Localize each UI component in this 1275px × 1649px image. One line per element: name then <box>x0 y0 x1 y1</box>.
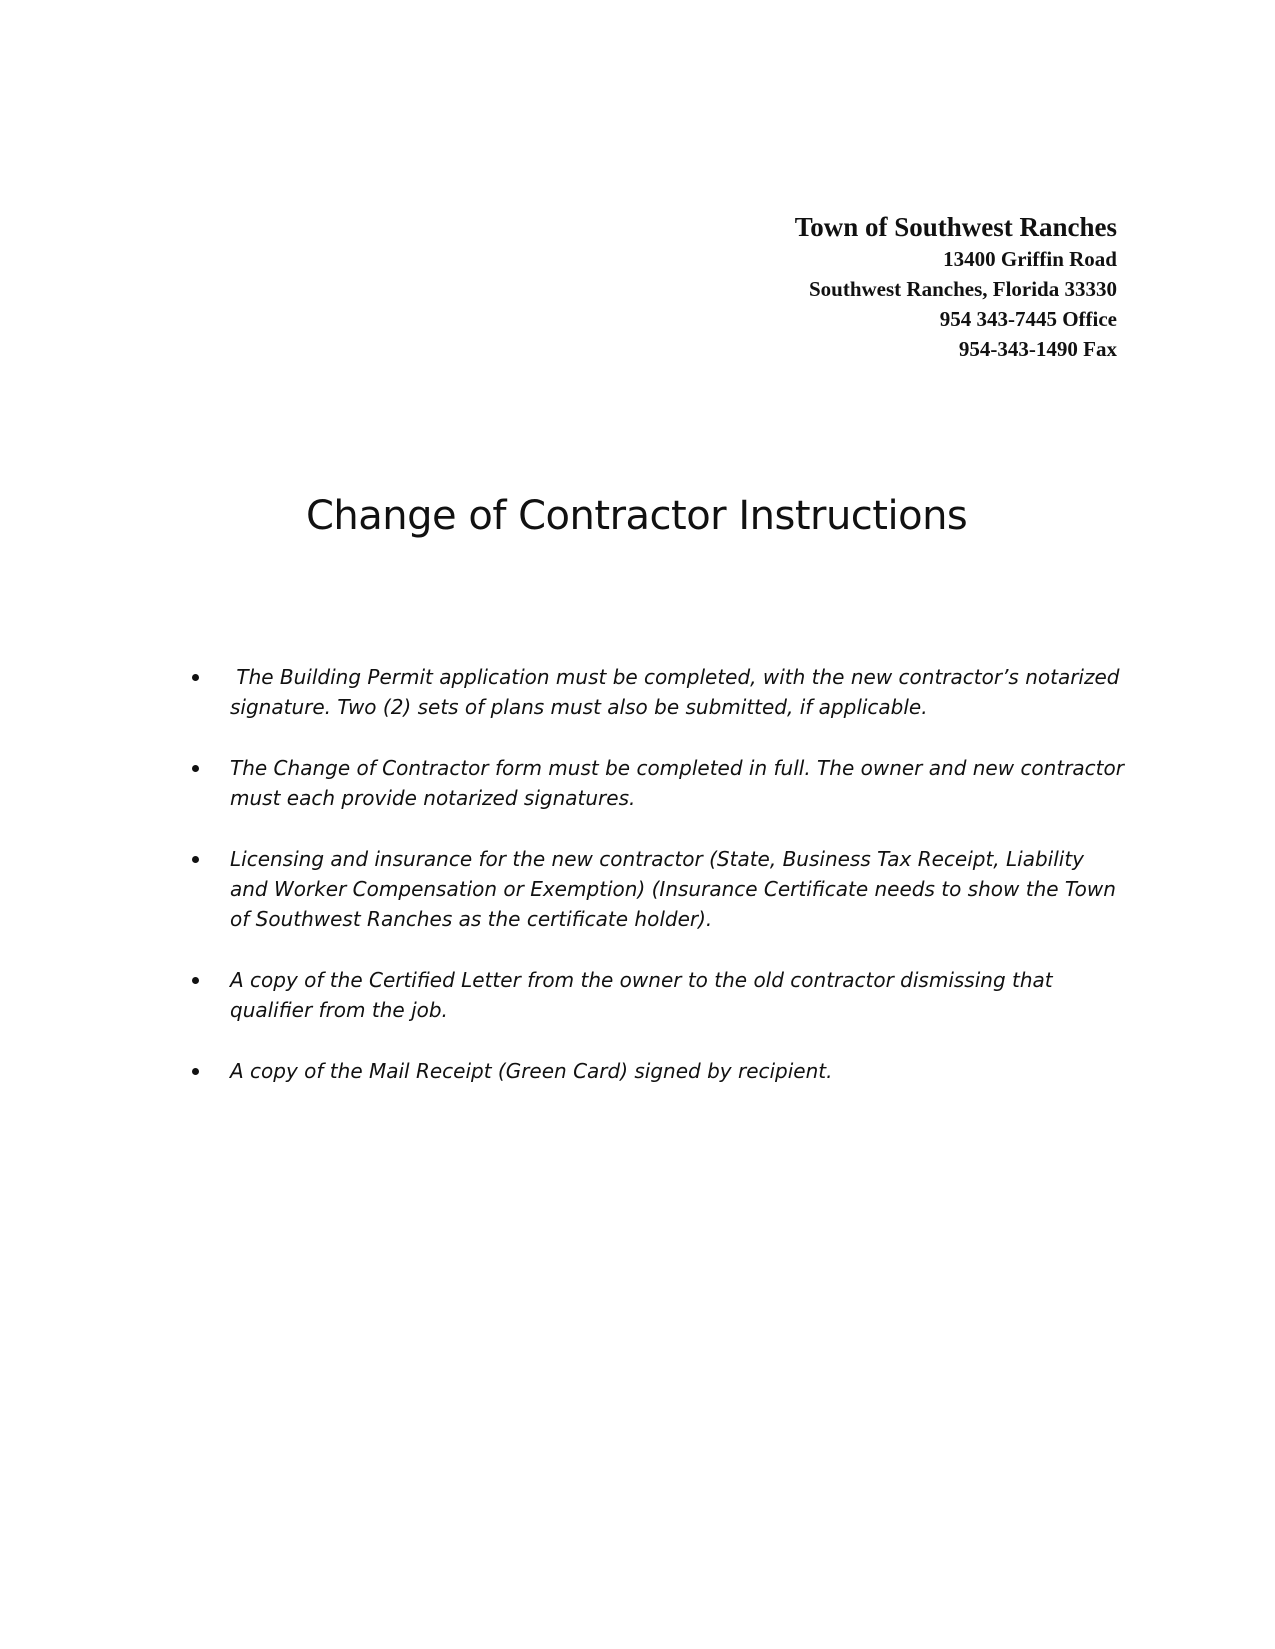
street-address: 13400 Griffin Road <box>943 247 1117 271</box>
instruction-text: A copy of the Certified Letter from the owner to the old contractor dismissing that qualifier from the job. <box>230 968 1053 1022</box>
instruction-text: A copy of the Mail Receipt (Green Card) signed by recipient. <box>230 1059 833 1083</box>
city-state-zip: Southwest Ranches, Florida 33330 <box>808 277 1117 301</box>
instruction-text: Licensing and insurance for the new contractor (State, Business Tax Receipt, Liability and Worker Compensation or Exemption) (Insurance Certificate needs to show the Town of Southwest Ranches as the certificate holder). <box>230 847 1116 931</box>
document-title: Change of Contractor Instructions <box>306 493 968 539</box>
instruction-text: The Change of Contractor form must be completed in full. The owner and new contractor must each provide notarized signatures. <box>230 756 1124 810</box>
bullet-icon <box>192 765 199 772</box>
instruction-list <box>186 662 1126 1117</box>
list-item <box>186 844 1126 934</box>
bullet-icon <box>192 674 199 681</box>
bullet-icon <box>192 856 199 863</box>
fax-number: 954-343-1490 Fax <box>958 337 1117 361</box>
office-phone: 954 343-7445 Office <box>939 307 1117 331</box>
town-name: Town of Southwest Ranches <box>794 212 1117 242</box>
list-item <box>186 1056 1126 1086</box>
bullet-icon <box>192 977 199 984</box>
list-item <box>186 753 1126 813</box>
letterhead <box>795 210 1117 364</box>
bullet-icon <box>192 1068 199 1075</box>
list-item <box>186 965 1126 1025</box>
instruction-text: The Building Permit application must be completed, with the new contractor’s notarized signature. Two (2) sets of plans must also be submitted, if applicable. <box>230 665 1126 719</box>
list-item <box>186 662 1126 722</box>
